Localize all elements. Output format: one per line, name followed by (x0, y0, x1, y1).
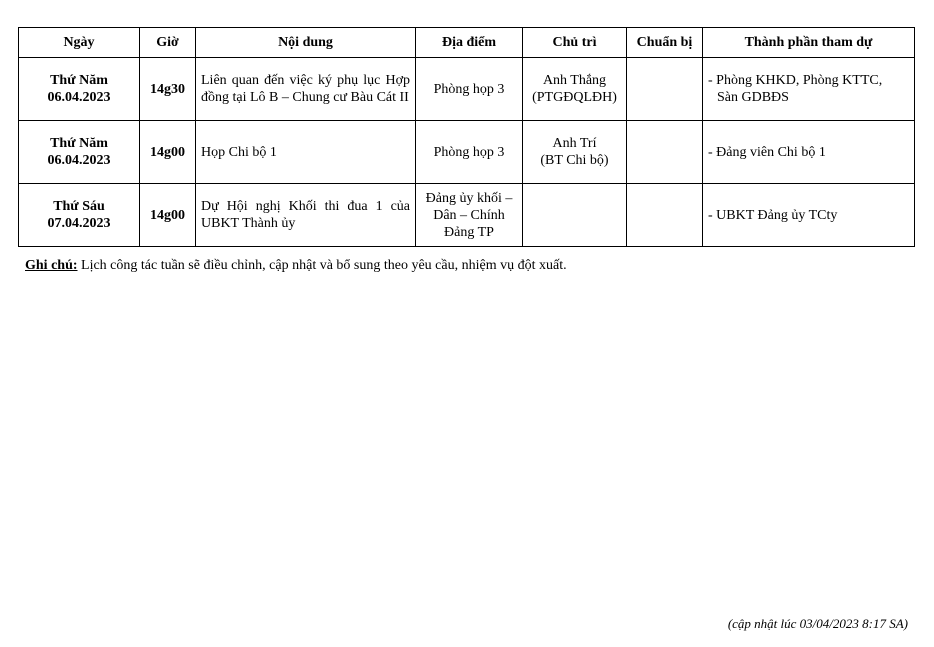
updated-timestamp: (cập nhật lúc 03/04/2023 8:17 SA) (727, 616, 908, 631)
host-name: Anh Thắng (542, 73, 607, 88)
attendee-line: - Phòng KHKD, Phòng KTTC, (708, 73, 883, 88)
cell-day (19, 184, 140, 247)
cell-place (416, 184, 523, 247)
attendee-line: Sàn GDBĐS (717, 90, 789, 105)
cell-host (523, 184, 627, 247)
note-label: Ghi chú: (25, 258, 78, 273)
attendee-line: - UBKT Đảng ủy TCty (708, 207, 838, 223)
cell-day (19, 121, 140, 184)
note-text: Lịch công tác tuần sẽ điều chỉnh, cập nhật và bổ sung theo yêu cầu, nhiệm vụ đột xuất. (77, 258, 567, 273)
cell-content: Liên quan đến việc ký phụ lục Hợp đồng tại Lô B – Chung cư Bàu Cát II (196, 58, 416, 121)
cell-host (523, 121, 627, 184)
schedule-table (18, 27, 915, 247)
cell-attendees (703, 184, 915, 247)
cell-prepare (627, 121, 703, 184)
place-line: Đảng TP (444, 224, 494, 240)
header-day: Ngày (19, 28, 140, 58)
header-time: Giờ (140, 28, 196, 58)
cell-content: Họp Chi bộ 1 (196, 121, 416, 184)
cell-prepare (627, 184, 703, 247)
place-line: Dân – Chính (433, 207, 505, 223)
day-weekday: Thứ Năm (50, 73, 108, 88)
attendee-line: - Đảng viên Chi bộ 1 (708, 144, 826, 160)
table-row (19, 121, 915, 184)
cell-prepare (627, 58, 703, 121)
place-line: Đảng ủy khối – (425, 190, 513, 206)
host-title: (PTGĐQLĐH) (532, 90, 617, 105)
header-prepare: Chuẩn bị (627, 28, 703, 58)
cell-day (19, 58, 140, 121)
day-date: 06.04.2023 (47, 153, 111, 168)
note (25, 258, 567, 274)
cell-time: 14g00 (140, 184, 196, 247)
day-weekday: Thứ Năm (50, 136, 108, 151)
header-place: Địa điểm (416, 28, 523, 58)
place-line: Phòng họp 3 (433, 144, 505, 160)
cell-host (523, 58, 627, 121)
table-row (19, 184, 915, 247)
cell-place (416, 58, 523, 121)
host-title: (BT Chi bộ) (540, 153, 609, 168)
cell-time: 14g00 (140, 121, 196, 184)
header-host: Chủ trì (523, 28, 627, 58)
day-weekday: Thứ Sáu (53, 199, 105, 214)
header-content: Nội dung (196, 28, 416, 58)
cell-attendees (703, 58, 915, 121)
header-attendees: Thành phần tham dự (703, 28, 915, 58)
table-row (19, 58, 915, 121)
cell-time: 14g30 (140, 58, 196, 121)
day-date: 07.04.2023 (47, 216, 111, 231)
day-date: 06.04.2023 (47, 90, 111, 105)
place-line: Phòng họp 3 (433, 81, 505, 97)
header-row (19, 28, 915, 58)
cell-attendees (703, 121, 915, 184)
cell-place (416, 121, 523, 184)
host-name: Anh Trí (552, 136, 597, 151)
cell-content: Dự Hội nghị Khối thi đua 1 của UBKT Thành ủy (196, 184, 416, 247)
